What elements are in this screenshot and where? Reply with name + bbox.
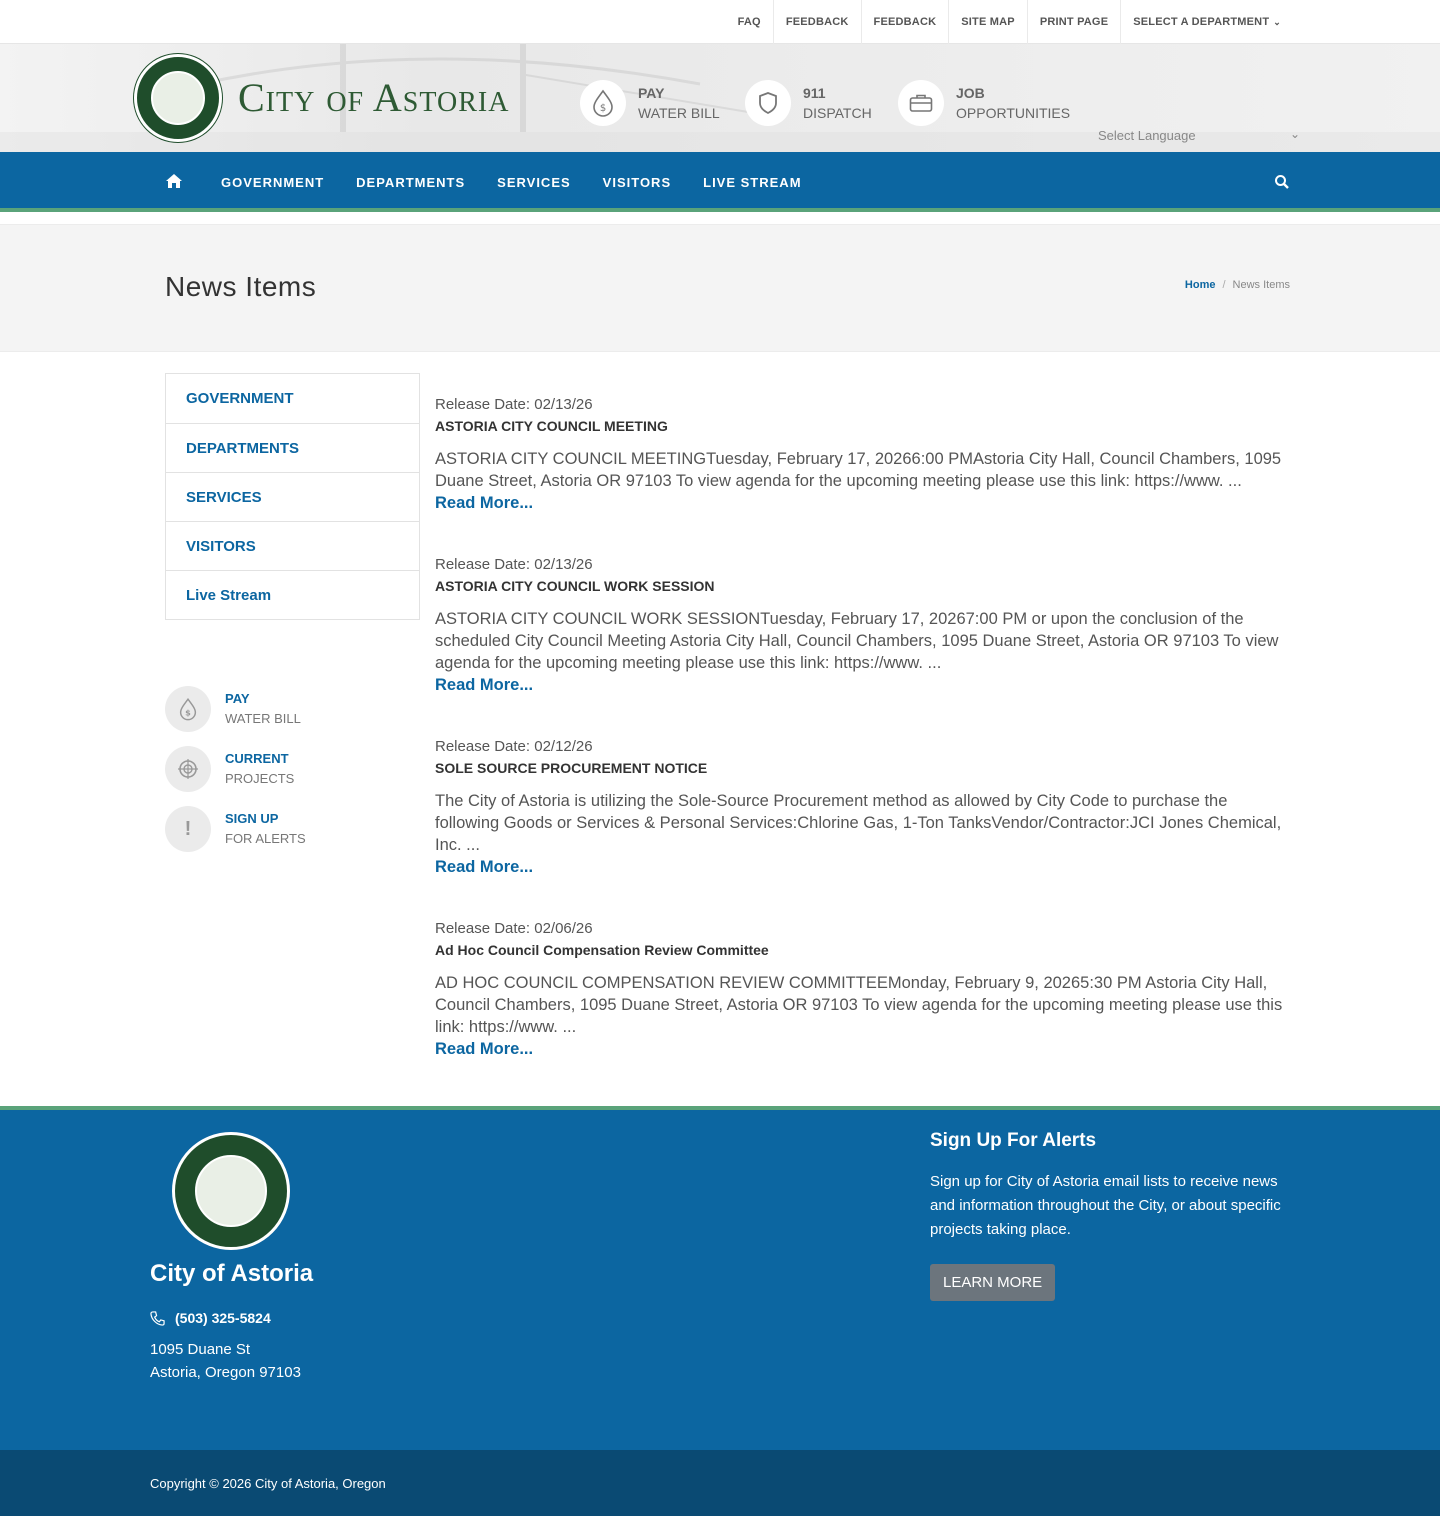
print-page-link[interactable]: PRINT PAGE [1027,0,1120,44]
footer-address-line1: 1095 Duane St [150,1341,251,1358]
nav-departments[interactable]: DEPARTMENTS [356,174,466,190]
main-navigation [0,152,1440,212]
footer-phone-number: (503) 325-5824 [175,1310,271,1326]
news-release-date: Release Date: 02/06/26 [435,920,593,937]
news-title[interactable]: SOLE SOURCE PROCUREMENT NOTICE [435,760,708,776]
news-summary: ASTORIA CITY COUNCIL WORK SESSIONTuesday, February 17, 20267:00 PM or upon the conclusion of the scheduled City Council Meeting Astoria City Hall, Council Chambers, 1095 Duane Street, Astoria OR 97103 To view agenda for the upcoming meeting please use this link: https://www. ... [435,610,1279,672]
quicklink-sign-up-label: SIGN UP [225,811,279,826]
breadcrumb [1185,279,1290,291]
read-more-link[interactable]: Read More... [435,676,534,694]
quicklink-for-alerts-label: FOR ALERTS [225,831,306,846]
pay-water-bill-link[interactable] [580,80,720,126]
news-item [435,918,1295,1060]
home-icon[interactable] [165,172,183,190]
sidebar-item-services[interactable]: SERVICES [166,472,419,521]
page-title-band [0,224,1440,352]
site-header [0,44,1440,152]
chevron-down-icon: ⌄ [1289,127,1300,141]
quicklink-water-bill-label: WATER BILL [225,711,301,726]
read-more-link[interactable]: Read More... [435,858,534,876]
water-drop-dollar-icon [165,686,211,732]
news-release-date: Release Date: 02/13/26 [435,396,593,413]
news-release-date: Release Date: 02/12/26 [435,738,593,755]
footer-address-line2: Astoria, Oregon 97103 [150,1364,301,1381]
quicklink-pay-water-bill[interactable] [165,686,306,732]
news-summary: AD HOC COUNCIL COMPENSATION REVIEW COMMITTEEMonday, February 9, 20265:30 PM Astoria City Hall, Council Chambers, 1095 Duane Street, Astoria OR 97103 To view agenda for the upcoming meeting please use this link: https://www. ... [435,974,1283,1036]
water-drop-dollar-icon [580,80,626,126]
sidebar-quicklinks [165,686,306,866]
quicklink-current-label: CURRENT [225,751,289,766]
news-summary: ASTORIA CITY COUNCIL MEETINGTuesday, February 17, 20266:00 PMAstoria City Hall, Council Chambers, 1095 Duane Street, Astoria OR 97103 To view agenda for the upcoming meeting please use this link: https://www. ... [435,450,1282,490]
projects-target-icon [165,746,211,792]
learn-more-button[interactable]: LEARN MORE [930,1264,1055,1301]
copyright-text: Copyright © 2026 City of Astoria, Oregon [150,1476,386,1491]
page-title: News Items [165,271,317,302]
breadcrumb-separator: / [1222,279,1226,291]
footer-phone[interactable] [150,1310,271,1326]
search-icon[interactable] [1274,174,1290,190]
news-title[interactable]: ASTORIA CITY COUNCIL WORK SESSION [435,578,715,594]
water-bill-label: WATER BILL [638,105,720,121]
feedback-link-2[interactable]: FEEDBACK [861,0,949,44]
select-department-dropdown[interactable] [1120,0,1293,44]
opportunities-label: OPPORTUNITIES [956,105,1071,121]
nav-visitors[interactable]: VISITORS [602,174,672,190]
dispatch-label: DISPATCH [803,105,872,121]
footer-address [150,1338,301,1384]
exclamation-icon: ! [165,806,211,852]
quicklink-current-projects[interactable] [165,746,306,792]
read-more-link[interactable]: Read More... [435,494,534,512]
site-map-link[interactable]: SITE MAP [948,0,1027,44]
news-release-date: Release Date: 02/13/26 [435,556,593,573]
news-title[interactable]: Ad Hoc Council Compensation Review Committee [435,942,769,958]
city-seal-logo[interactable] [134,54,222,142]
sidebar-item-departments[interactable]: DEPARTMENTS [166,423,419,472]
main-content [0,352,1440,1106]
911-label: 911 [803,85,826,101]
read-more-link[interactable]: Read More... [435,1040,534,1058]
feedback-link[interactable]: FEEDBACK [773,0,861,44]
language-select[interactable]: Select Language [1098,128,1196,143]
copyright-bar [0,1450,1440,1516]
job-opportunities-link[interactable] [898,80,1070,126]
svg-text:$: $ [599,103,607,114]
quicklink-sign-up-alerts[interactable] [165,806,306,852]
pay-label: PAY [638,85,665,101]
briefcase-icon [898,80,944,126]
svg-text:$: $ [185,707,191,718]
sidebar-menu [165,373,420,620]
nav-live-stream[interactable]: LIVE STREAM [703,174,802,190]
phone-icon [150,1311,165,1326]
alerts-description: Sign up for City of Astoria email lists to receive news and information throughout the City, or about specific projects taking place. [930,1173,1281,1238]
news-title[interactable]: ASTORIA CITY COUNCIL MEETING [435,418,668,434]
utility-bar [0,0,1440,44]
job-label: JOB [956,85,985,101]
sidebar-item-live-stream[interactable]: Live Stream [166,570,419,619]
shield-icon [745,80,791,126]
site-title[interactable]: City of Astoria [238,75,510,120]
breadcrumb-home-link[interactable]: Home [1184,279,1216,291]
sidebar-item-visitors[interactable]: VISITORS [166,521,419,570]
chevron-down-icon: ⌄ [1273,16,1281,27]
nav-government[interactable]: GOVERNMENT [221,174,325,190]
news-summary: The City of Astoria is utilizing the Sole-Source Procurement method as allowed by City Code to purchase the following Goods or Services & Personal Services:Chlorine Gas, 1-Ton TanksVendor/Contractor:JCI Jones Chemical, Inc. ... [435,792,1282,854]
site-footer [0,1106,1440,1450]
footer-alerts-section [930,1130,1295,1301]
news-item [435,554,1295,696]
nav-services[interactable]: SERVICES [497,174,571,190]
breadcrumb-current: News Items [1232,279,1290,291]
quicklink-projects-label: PROJECTS [225,771,295,786]
news-list [435,394,1295,1100]
news-item [435,394,1295,514]
select-department-label: SELECT A DEPARTMENT [1133,16,1270,28]
footer-city-name: City of Astoria [150,1260,314,1287]
news-item [435,736,1295,878]
faq-link[interactable]: FAQ [737,16,761,28]
911-dispatch-link[interactable] [745,80,872,126]
footer-city-seal-logo [172,1132,290,1250]
sidebar-item-government[interactable]: GOVERNMENT [186,390,294,407]
alerts-heading: Sign Up For Alerts [930,1130,1097,1151]
quicklink-pay-label: PAY [225,691,250,706]
